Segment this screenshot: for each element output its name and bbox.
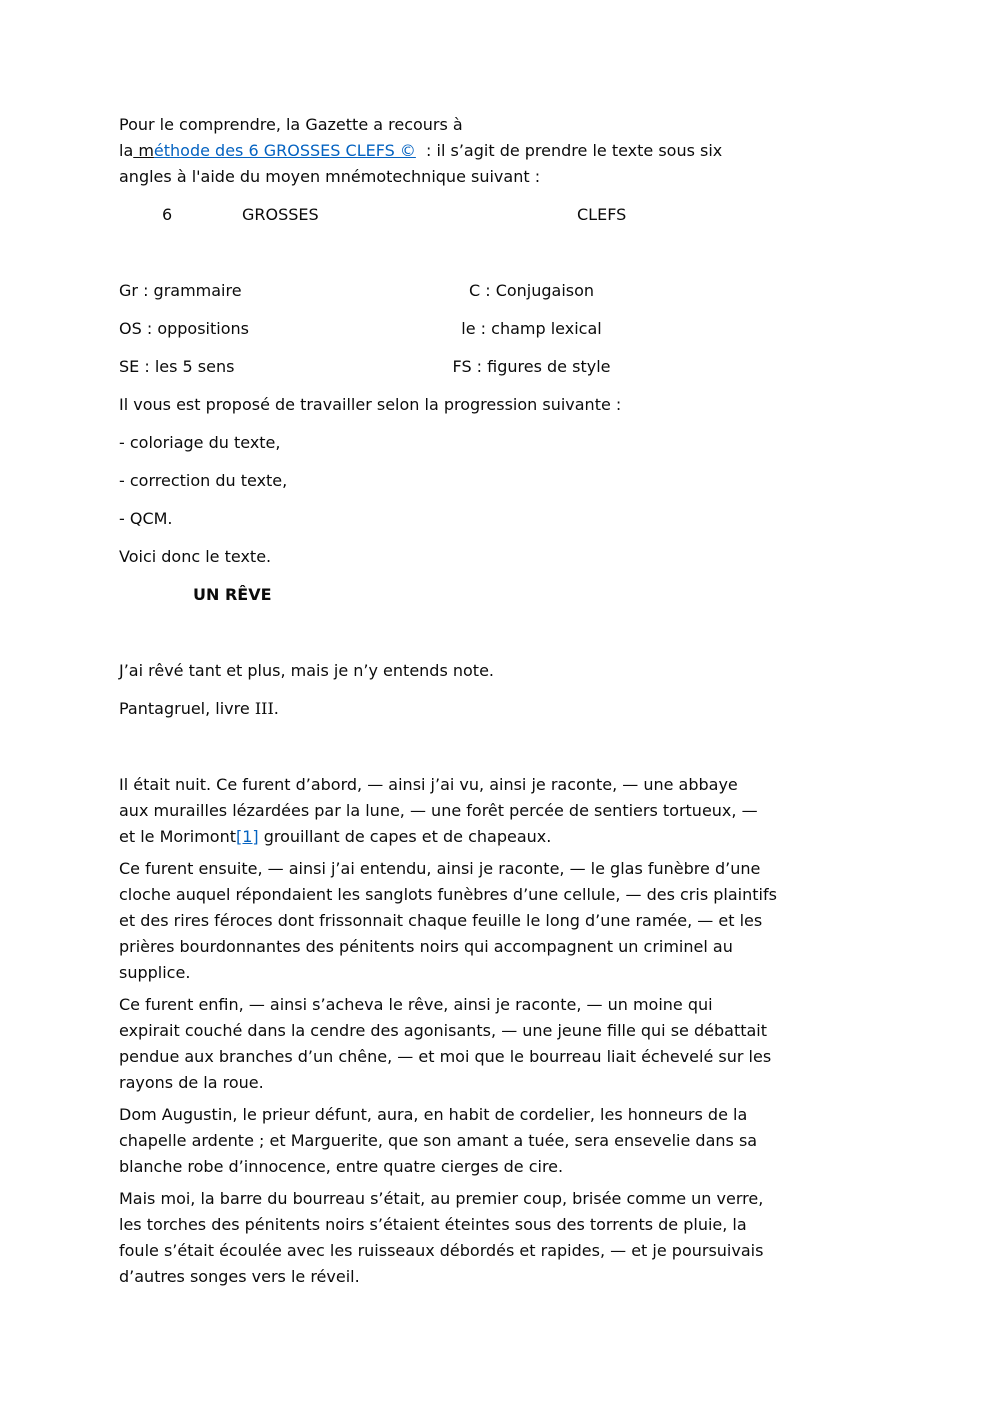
section-title: UN RÊVE xyxy=(193,585,272,604)
key-table xyxy=(119,278,883,380)
paragraph-line: Ce furent ensuite, — ainsi j’ai entendu, ainsi je raconte, — le glas funèbre d’une xyxy=(119,859,761,878)
vertical-gap xyxy=(119,240,883,278)
paragraph-line-text: et le Morimont xyxy=(119,827,236,846)
key-5-sens: SE : les 5 sens xyxy=(119,357,235,376)
intro-line-1: Pour le comprendre, la Gazette a recours à xyxy=(119,115,463,134)
paragraph-line: d’autres songes vers le réveil. xyxy=(119,1267,360,1286)
epigraph-source-numeral: III. xyxy=(254,699,279,718)
paragraph-line: et des rires féroces dont frissonnait chaque feuille le long d’une ramée, — et les xyxy=(119,911,763,930)
key-row-2 xyxy=(119,316,883,342)
paragraph-line: supplice. xyxy=(119,963,191,982)
progression-item-qcm: - QCM. xyxy=(119,509,173,528)
mnemonic-row xyxy=(119,202,883,228)
mnemonic-clefs: CLEFS xyxy=(577,205,627,224)
paragraph-line: prières bourdonnantes des pénitents noirs qui accompagnent un criminel au xyxy=(119,937,733,956)
voici-text: Voici donc le texte. xyxy=(119,547,272,566)
paragraph-line: foule s’était écoulée avec les ruisseaux débordés et rapides, — et je poursuivais xyxy=(119,1241,764,1260)
mnemonic-number: 6 xyxy=(162,205,173,224)
body-paragraph-4 xyxy=(119,1102,883,1180)
intro-underlined-prefix: m xyxy=(133,141,154,160)
epigraph-source-text: Pantagruel, livre xyxy=(119,699,255,718)
key-grammaire: Gr : grammaire xyxy=(119,281,242,300)
epigraph-source xyxy=(119,696,883,722)
body-paragraph-2 xyxy=(119,856,883,986)
intro-paragraph xyxy=(119,112,883,190)
key-figures-de-style: FS : figures de style xyxy=(452,357,611,376)
vertical-gap xyxy=(119,734,883,772)
paragraph-line: cloche auquel répondaient les sanglots funèbres d’une cellule, — des cris plaintifs xyxy=(119,885,777,904)
paragraph-line: Ce furent enfin, — ainsi s’acheva le rêve, ainsi je raconte, — un moine qui xyxy=(119,995,713,1014)
method-link[interactable]: éthode des 6 GROSSES CLEFS © xyxy=(153,141,416,160)
paragraph-line: expirait couché dans la cendre des agonisants, — une jeune fille qui se débattait xyxy=(119,1021,768,1040)
paragraph-line-text: grouillant de capes et de chapeaux. xyxy=(258,827,552,846)
paragraph-line xyxy=(119,824,883,850)
progression-item-correction: - correction du texte, xyxy=(119,471,288,490)
body-paragraph-3 xyxy=(119,992,883,1096)
vertical-gap xyxy=(119,620,883,658)
paragraph-line: les torches des pénitents noirs s’étaient éteintes sous des torrents de pluie, la xyxy=(119,1215,747,1234)
intro-line-3: angles à l'aide du moyen mnémotechnique suivant : xyxy=(119,167,541,186)
body-paragraph-1 xyxy=(119,772,883,850)
progression-intro: Il vous est proposé de travailler selon la progression suivante : xyxy=(119,395,622,414)
body-paragraph-5 xyxy=(119,1186,883,1290)
paragraph-line: Mais moi, la barre du bourreau s’était, au premier coup, brisée comme un verre, xyxy=(119,1189,764,1208)
paragraph-line: blanche robe d’innocence, entre quatre cierges de cire. xyxy=(119,1157,564,1176)
epigraph: J’ai rêvé tant et plus, mais je n’y entends note. xyxy=(119,661,495,680)
key-oppositions: OS : oppositions xyxy=(119,319,249,338)
progression-item-coloriage: - coloriage du texte, xyxy=(119,433,281,452)
paragraph-line: pendue aux branches d’un chêne, — et moi que le bourreau liait échevelé sur les xyxy=(119,1047,772,1066)
intro-line-2-before: la xyxy=(119,141,134,160)
key-conjugaison: C : Conjugaison xyxy=(468,281,595,300)
mnemonic-grosses: GROSSES xyxy=(242,205,319,224)
intro-line-2-after: : il s’agit de prendre le texte sous six xyxy=(415,141,723,160)
intro-line-2 xyxy=(119,138,883,164)
key-champ-lexical: le : champ lexical xyxy=(461,319,602,338)
paragraph-line: aux murailles lézardées par la lune, — une forêt percée de sentiers tortueux, — xyxy=(119,801,758,820)
paragraph-line: rayons de la roue. xyxy=(119,1073,264,1092)
paragraph-line: Dom Augustin, le prieur défunt, aura, en habit de cordelier, les honneurs de la xyxy=(119,1105,748,1124)
paragraph-line: chapelle ardente ; et Marguerite, que son amant a tuée, sera ensevelie dans sa xyxy=(119,1131,758,1150)
key-row-1 xyxy=(119,278,883,304)
footnote-link[interactable]: [1] xyxy=(235,827,259,846)
paragraph-line: Il était nuit. Ce furent d’abord, — ainsi j’ai vu, ainsi je raconte, — une abbaye xyxy=(119,775,738,794)
key-row-3 xyxy=(119,354,883,380)
